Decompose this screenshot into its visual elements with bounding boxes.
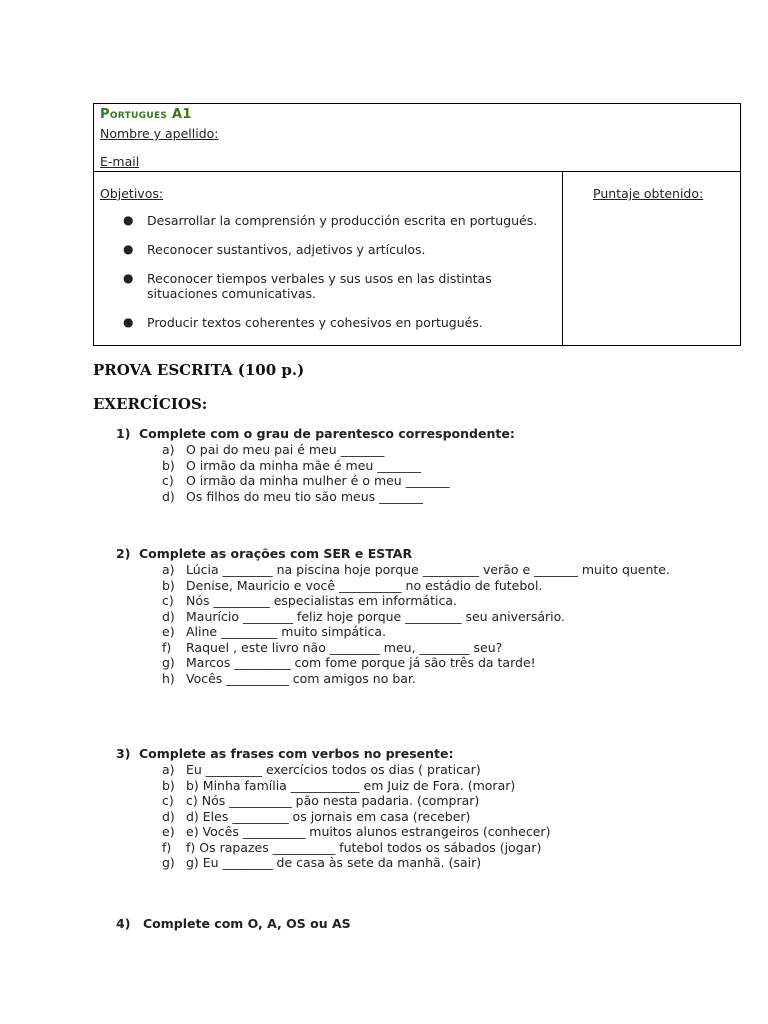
course-title: Portugues A1 [100,107,192,122]
score-label: Puntaje obtenido: [593,186,704,201]
exercise-title: 3) Complete as frases com verbos no presente: [116,746,454,761]
bullet-icon: ● [123,242,134,256]
exercise-item: c) O irmão da minha mulher é o meu _______ [162,473,450,488]
exercise-item: c) Nós _________ especialistas em informática. [162,593,457,608]
objective-item: ● Desarrollar la comprensión y producción escrita en portugués. [123,213,538,228]
exercises-heading: EXERCÍCIOS: [93,395,208,413]
exercise-item: f) Raquel , este livro não ________ meu, ________ seu? [162,639,503,655]
exercise-item: d) Os filhos do meu tio são meus _______ [162,488,423,504]
objectives-label: Objetivos: [100,186,164,201]
header-table [93,103,741,346]
exercise-item: c) c) Nós __________ pão nesta padaria. (comprar) [162,793,480,808]
test-heading: PROVA ESCRITA (100 p.) [93,361,305,379]
exercise-item: a) Lúcia ________ na piscina hoje porque _________ verão e _______ muito quente. [162,562,670,577]
exercise-1 [116,426,676,504]
exercise-item: d) Maurício ________ feliz hoje porque _________ seu aniversário. [162,608,566,624]
exercise-item: a) O pai do meu pai é meu _______ [162,442,385,457]
exercise-item: d) d) Eles _________ os jornais em casa (receber) [162,808,471,824]
exercise-item: b) Denise, Mauricio e você __________ no estádio de futebol. [162,577,543,593]
bullet-icon: ● [123,271,134,285]
exercise-items [116,762,676,871]
exercise-title: 2) Complete as orações com SER e ESTAR [116,546,413,561]
objective-item: ● Reconocer sustantivos, adjetivos y artículos. [123,242,426,257]
exercise-item: g) Marcos _________ com fome porque já são três da tarde! [162,655,536,670]
score-cell [562,171,740,345]
objective-item: ● Reconocer tiempos verbales y sus usos en las distintas situaciones comunicativas. [123,271,492,301]
exercise-3 [116,746,676,871]
exercise-items [116,442,676,504]
objectives-cell [94,171,563,345]
exercise-title: 4) Complete com O, A, OS ou AS [116,916,351,931]
exercise-item: b) b) Minha família ___________ em Juiz de Fora. (morar) [162,777,516,793]
exercise-4 [116,916,676,932]
exercise-item: f) f) Os rapazes __________ futebol todos os sábados (jogar) [162,839,542,855]
exercise-item: e) Aline _________ muito simpática. [162,624,387,639]
objectives-list [100,213,555,344]
name-field-label: Nombre y apellido: [100,126,219,141]
bullet-icon: ● [123,315,134,329]
exercise-item: b) O irmão da minha mãe é meu _______ [162,457,422,473]
exercise-2 [116,546,676,686]
exercise-item: e) e) Vocês __________ muitos alunos estrangeiros (conhecer) [162,824,551,839]
exercise-item: g) g) Eu ________ de casa às sete da manhã. (sair) [162,855,482,870]
objective-item: ● Producir textos coherentes y cohesivos en portugués. [123,315,483,330]
header-top-cell [94,104,740,172]
exercise-item: a) Eu _________ exercícios todos os dias ( praticar) [162,762,481,777]
exercise-item: h) Vocês __________ com amigos no bar. [162,670,416,686]
exercise-title: 1) Complete com o grau de parentesco correspondente: [116,426,515,441]
email-field-label: E-mail [100,154,140,169]
exercise-items [116,562,676,686]
bullet-icon: ● [123,213,134,227]
